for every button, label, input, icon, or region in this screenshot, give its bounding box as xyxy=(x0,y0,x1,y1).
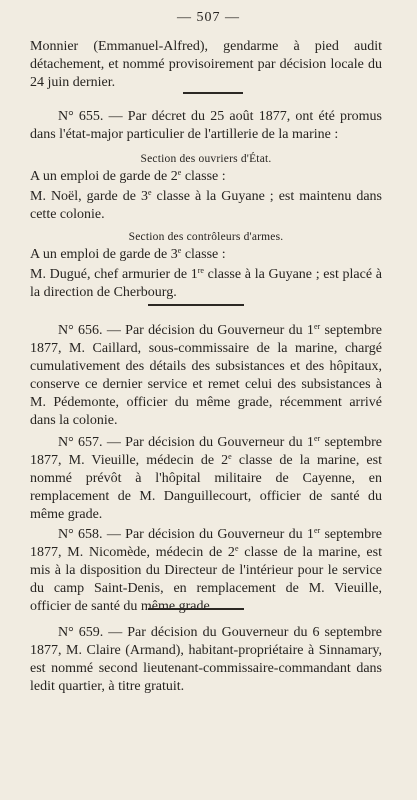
paragraph-noel: M. Noël, garde de 3e classe à la Guyane ; est maintenu dans cette colonie. xyxy=(30,188,383,222)
paragraph-658: N° 658. — Par décision du Gouverneur du 1er septembre 1877, M. Nicomède, médecin de 2e classe de la marine, est mis à la disposition du Directeur de l'intérieur pour le service du camp Saint-Denis, en remplacement de M. Vieuille, officier de santé du même grade. xyxy=(30,526,383,614)
section-heading-ouvriers: Section des ouvriers d'État. xyxy=(140,153,272,165)
paragraph-monnier: Monnier (Emmanuel-Alfred), gendarme à pied audit détachement, et nommé provisoirement par décision locale du 24 juin dernier. xyxy=(30,39,382,90)
separator-rule xyxy=(148,304,244,306)
section-heading-controleurs: Section des contrôleurs d'armes. xyxy=(128,231,284,243)
paragraph-garde-3e: A un emploi de garde de 3e classe : xyxy=(30,246,226,262)
paragraph-655: N° 655. — Par décret du 25 août 1877, ont été promus dans l'état-major particulier de l'artillerie de la marine : xyxy=(30,109,382,142)
paragraph-dugue: M. Dugué, chef armurier de 1re classe à la Guyane ; est placé à la direction de Cherbourg. xyxy=(30,266,382,300)
separator-rule xyxy=(183,92,243,94)
page-number: — 507 — xyxy=(177,10,240,25)
paragraph-657: N° 657. — Par décision du Gouverneur du 1er septembre 1877, M. Vieuille, médecin de 2e classe de la marine, est nommé prévôt à l'hôpital militaire de Cayenne, en remplacement de M. Danguillecourt, officier de santé du même grade. xyxy=(30,434,383,522)
paragraph-659: N° 659. — Par décision du Gouverneur du 6 septembre 1877, M. Claire (Armand), habitant-propriétaire à Sinnamary, est nommé second lieutenant-commissaire-commandant dans ledit quartier, à titre gratuit. xyxy=(30,625,382,694)
paragraph-656: N° 656. — Par décision du Gouverneur du 1er septembre 1877, M. Caillard, sous-commissaire de la marine, chargé cumulativement des détails des subsistances et des hôpitaux, conserve ce dernier service et remet celui des subsistances à M. Pédemonte, officier du même grade, récemment arrivé dans la colonie. xyxy=(30,322,383,428)
paragraph-garde-2e: A un emploi de garde de 2e classe : xyxy=(30,168,226,184)
separator-rule xyxy=(148,608,244,610)
